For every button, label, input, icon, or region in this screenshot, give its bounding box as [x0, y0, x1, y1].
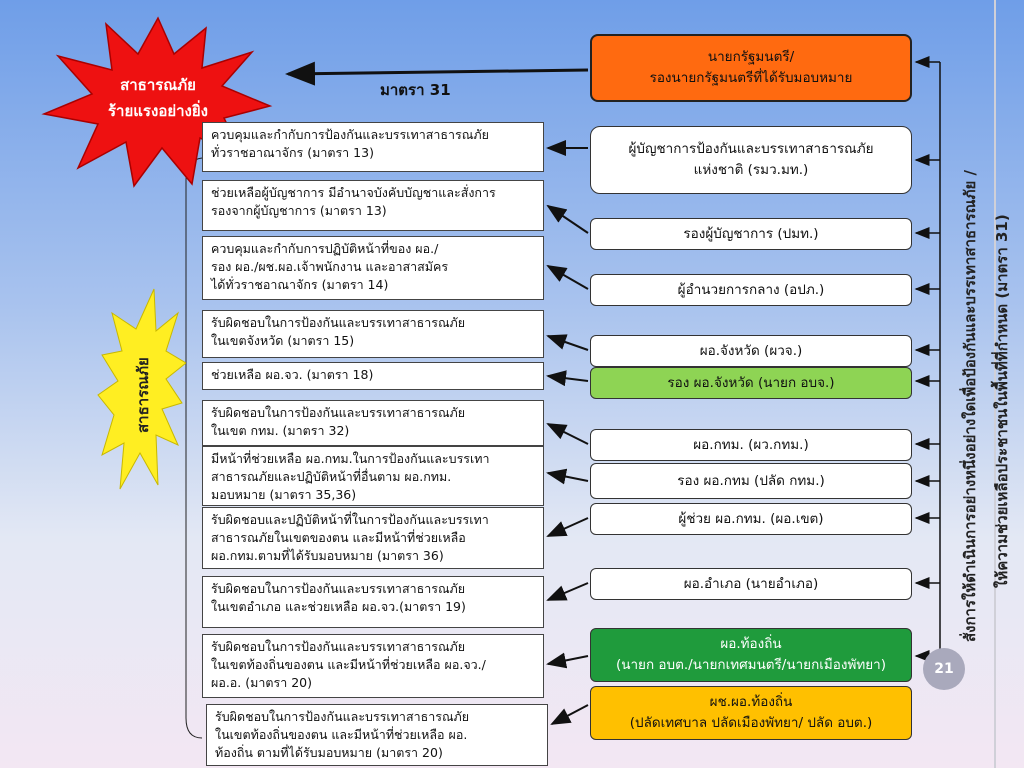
authority-pm-line2: รองนายกรัฐมนตรีที่ได้รับมอบหมาย [649, 70, 853, 86]
duty-1-line1: ควบคุมและกำกับการป้องกันและบรรเทาสาธารณภัย [211, 127, 489, 142]
severe-line1: สาธารณภัย [120, 76, 196, 94]
duty-3-line1: ควบคุมและกำกับการปฏิบัติหน้าที่ของ ผอ./ [211, 241, 439, 256]
authority-local-director-line1: ผอ.ท้องถิ่น [720, 636, 782, 652]
duty-9-line1: รับผิดชอบในการป้องกันและบรรเทาสาธารณภัย [211, 581, 466, 596]
authority-pm [590, 34, 912, 102]
duty-box-9 [202, 576, 544, 628]
page-number: 21 [923, 648, 965, 690]
authority-bkk-director-line1: ผอ.กทม. (ผว.กทม.) [693, 436, 809, 453]
authority-bkk-deputy-line1: รอง ผอ.กทม (ปลัด กทม.) [677, 472, 825, 489]
authority-local-assistant-line2: (ปลัดเทศบาล ปลัดเมืองพัทยา/ ปลัด อบต.) [629, 715, 873, 731]
duty-8-line3: ผอ.กทม.ตามที่ได้รับมอบหมาย (มาตรา 36) [211, 548, 444, 563]
duty-box-3 [202, 236, 544, 300]
duty-5-line1: ช่วยเหลือ ผอ.จว. (มาตรา 18) [211, 367, 374, 382]
duty-7-line1: มีหน้าที่ช่วยเหลือ ผอ.กทม.ในการป้องกันและบรรเทา [211, 451, 490, 466]
arrow-pm-to-severe [288, 70, 588, 74]
authority-local-director [590, 628, 912, 682]
duty-box-8 [202, 507, 544, 569]
authority-deputy-commander-line1: รองผู้บัญชาการ (ปมท.) [683, 225, 819, 242]
authority-commander-line1: ผู้บัญชาการป้องกันและบรรเทาสาธารณภัย [628, 141, 874, 157]
duty-1-line2: ทั่วราชอาณาจักร (มาตรา 13) [211, 145, 374, 160]
duty-box-2 [202, 180, 544, 231]
authority-local-assistant [590, 686, 912, 740]
authority-pm-line1: นายกรัฐมนตรี/ [707, 49, 795, 65]
duty-box-6 [202, 400, 544, 446]
authority-bkk-assistant-line1: ผู้ช่วย ผอ.กทม. (ผอ.เขต) [678, 510, 824, 527]
authority-commander [590, 126, 912, 194]
duty-11-line1: รับผิดชอบในการป้องกันและบรรเทาสาธารณภัย [215, 709, 470, 724]
vertical-text-line2: ให้ความช่วยเหลือประชาชนในพื้นที่ที่กำหนด (มาตรา 31) [993, 214, 1011, 588]
duty-10-line2: ในเขตท้องถิ่นของตน และมีหน้าที่ช่วยเหลือ ผอ.จว./ [211, 657, 486, 672]
duty-6-line1: รับผิดชอบในการป้องกันและบรรเทาสาธารณภัย [211, 405, 466, 420]
authority-district-director-line1: ผอ.อำเภอ (นายอำเภอ) [683, 575, 819, 592]
authority-province-director-line1: ผอ.จังหวัด (ผวจ.) [699, 342, 803, 359]
authority-local-director-line2: (นายก อบต./นายกเทศมนตรี/นายกเมืองพัทยา) [615, 657, 887, 673]
authority-central-director [590, 274, 912, 306]
duty-box-1 [202, 122, 544, 172]
duty-8-line2: สาธารณภัยในเขตของตน และมีหน้าที่ช่วยเหลือ [211, 530, 466, 545]
authority-bkk-assistant [590, 503, 912, 535]
authority-province-director [590, 335, 912, 367]
duty-9-line2: ในเขตอำเภอ และช่วยเหลือ ผอ.จว.(มาตรา 19) [211, 599, 466, 614]
duty-box-7 [202, 446, 544, 506]
authority-bkk-director [590, 429, 912, 461]
authority-local-assistant-line1: ผช.ผอ.ท้องถิ่น [709, 694, 793, 710]
duty-10-line1: รับผิดชอบในการป้องกันและบรรเทาสาธารณภัย [211, 639, 466, 654]
duty-2-line2: รองจากผู้บัญชาการ (มาตรา 13) [211, 203, 387, 218]
duty-3-line3: ได้ทั่วราชอาณาจักร (มาตรา 14) [211, 277, 389, 292]
duty-4-line1: รับผิดชอบในการป้องกันและบรรเทาสาธารณภัย [211, 315, 466, 330]
authority-commander-line2: แห่งชาติ (รมว.มท.) [693, 162, 809, 178]
duty-box-4 [202, 310, 544, 358]
duty-box-5 [202, 362, 544, 390]
duty-11-line2: ในเขตท้องถิ่นของตน และมีหน้าที่ช่วยเหลือ ผอ. [215, 727, 468, 742]
duty-10-line3: ผอ.อ. (มาตรา 20) [211, 675, 313, 690]
duty-3-line2: รอง ผอ./ผช.ผอ.เจ้าพนักงาน และอาสาสมัคร [211, 259, 449, 274]
duty-7-line2: สาธารณภัยและปฏิบัติหน้าที่อื่นตาม ผอ.กทม. [211, 469, 452, 484]
severe-line2: ร้ายแรงอย่างยิ่ง [108, 102, 208, 120]
duty-8-line1: รับผิดชอบและปฏิบัติหน้าที่ในการป้องกันและบรรเทา [211, 512, 489, 527]
authority-central-director-line1: ผู้อำนวยการกลาง (อปภ.) [677, 281, 825, 298]
duty-11-line3: ท้องถิ่น ตามที่ได้รับมอบหมาย (มาตรา 20) [215, 745, 443, 760]
authority-province-deputy [590, 367, 912, 399]
disaster-label: สาธารณภัย [134, 357, 152, 433]
duty-box-11 [206, 704, 548, 766]
authority-province-deputy-line1: รอง ผอ.จังหวัด (นายก อบจ.) [667, 374, 835, 391]
duty-4-line2: ในเขตจังหวัด (มาตรา 15) [211, 333, 355, 348]
vertical-text-line1: สั่งการให้ดำเนินการอย่างหนึ่งอย่างใดเพื่อป้องกันและบรรเทาสาธารณภัย / [961, 170, 979, 642]
duty-7-line3: มอบหมาย (มาตรา 35,36) [211, 487, 357, 502]
disaster-burst [96, 285, 186, 495]
duty-6-line2: ในเขต กทม. (มาตรา 32) [211, 423, 350, 438]
duty-2-line1: ช่วยเหลือผู้บัญชาการ มีอำนาจบังคับบัญชาและสั่งการ [211, 185, 496, 200]
article-31-label: มาตรา 31 [380, 81, 451, 99]
authority-bkk-deputy [590, 463, 912, 499]
authority-district-director [590, 568, 912, 600]
authority-deputy-commander [590, 218, 912, 250]
duty-box-10 [202, 634, 544, 698]
